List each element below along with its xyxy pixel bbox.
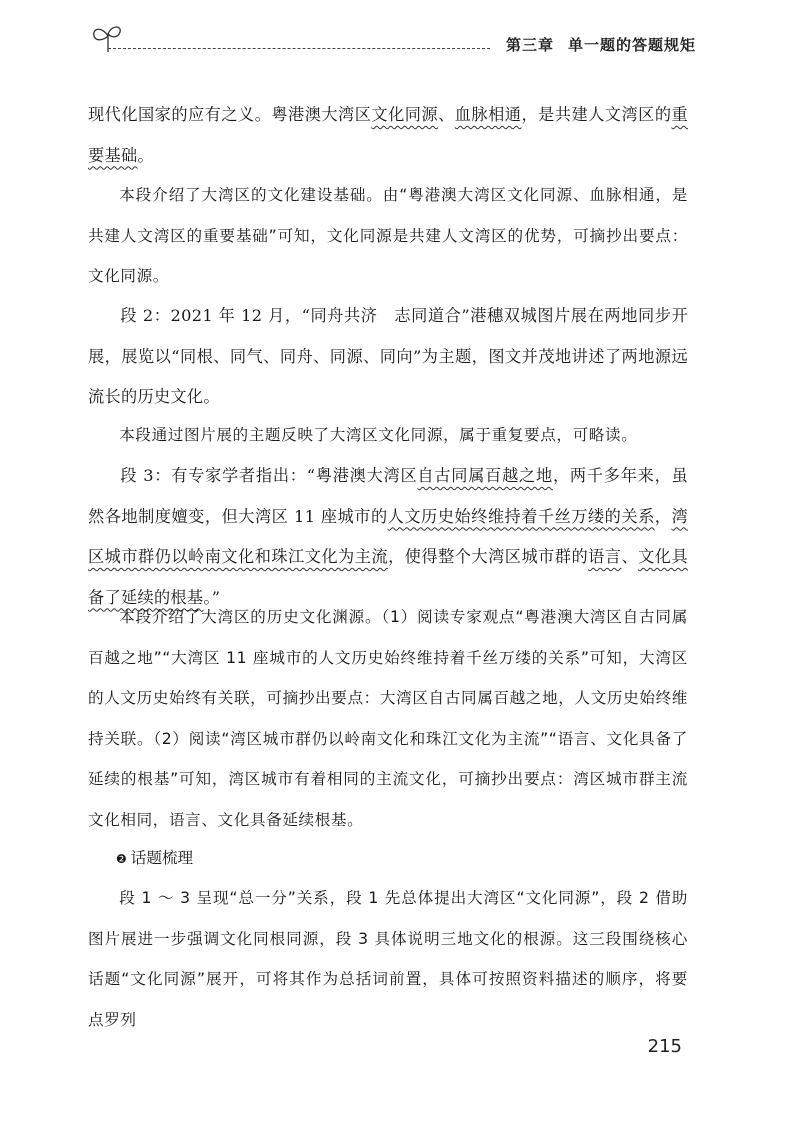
text-run: 。 xyxy=(137,145,154,165)
page-number: 215 xyxy=(647,1036,682,1057)
underlined-key-phrase: 语言 xyxy=(588,547,622,566)
text-run: 、 xyxy=(438,105,455,124)
section-label: 单一题的答题规矩 xyxy=(567,36,696,54)
text-run: 现代化国家的应有之义。粤港澳大湾区 xyxy=(88,105,372,124)
text-run: ，使得整个大湾区城市群的 xyxy=(388,547,589,566)
underlined-key-phrase: 湾区城市群仍以岭南文化和珠江文化为主流 xyxy=(88,506,688,566)
chapter-label: 第三章 xyxy=(505,36,554,54)
text-run: ，是共建人文湾区的 xyxy=(521,105,672,124)
topic-title: 话题梳理 xyxy=(130,849,194,867)
sprout-icon xyxy=(88,22,128,56)
numbered-bullet-icon: ❷ xyxy=(116,852,127,866)
analysis-paragraph-3: 本段介绍了大湾区的历史文化渊源。（1）阅读专家观点“粤港澳大湾区自古同属百越之地”“大湾区 11 座城市的人文历史始终维持着千丝万缕的关系”可知，大湾区的人文历史始终有关联，可摘抄出要点：大湾区自古同属百越之地，人文历史始终维持关联。（2）阅读“湾区城市群仍以岭南文化和珠江文化为主流”“语言、文化具备了延续的根基”可知，湾区城市有着相同的主流文化，可摘抄出要点：湾区城市群主流文化相同，语言、文化具备延续根基。 xyxy=(88,608,688,829)
analysis-paragraph-1: 本段介绍了大湾区的文化建设基础。由“粤港澳大湾区文化同源、血脉相通，是共建人文湾区的重要基础”可知，文化同源是共建人文湾区的优势，可摘抄出要点：文化同源。 xyxy=(88,186,688,285)
underlined-key-phrase: 文化具备了延续的根基 xyxy=(88,547,688,607)
underlined-key-phrase: 自古同属百越之地 xyxy=(417,466,553,485)
source-paragraph-2: 段 2：2021 年 12 月，“同舟共济 志同道合”港穗双城图片展在两地同步开展，展览以“同根、同气、同舟、同源、同向”为主题，图文并茂地讲述了两地源远流长的历史文化。 xyxy=(88,306,688,406)
text-run: 、 xyxy=(621,547,639,566)
underlined-key-phrase: 血脉相通 xyxy=(454,105,522,124)
text-run: 段 3：有专家学者指出：“粤港澳大湾区 xyxy=(120,466,418,485)
running-header xyxy=(492,34,696,55)
header-divider xyxy=(108,48,490,49)
topic-heading xyxy=(116,838,193,879)
source-paragraph-3 xyxy=(88,456,688,618)
underlined-key-phrase: 人文历史始终维持着千丝万缕的关系 xyxy=(387,506,655,526)
analysis-paragraph-4: 段 1 ～ 3 呈现“总一分”关系，段 1 先总体提出大湾区“文化同源”，段 2 借助图片展进一步强调文化同根同源，段 3 具体说明三地文化的根源。这三段围绕核心话题“文化同源”展开，可将其作为总括词前置，具体可按照资料描述的顺序，将要点罗列 xyxy=(88,889,688,1029)
analysis-paragraph-2: 本段通过图片展的主题反映了大湾区文化同源，属于重复要点，可略读。 xyxy=(119,426,638,444)
underlined-key-phrase: 文化同源 xyxy=(371,105,439,124)
text-run: 。” xyxy=(203,587,221,607)
text-run: ， xyxy=(654,506,672,526)
paragraph-continuation xyxy=(88,95,688,176)
text-run: ，两千多年来，虽然各地制度嬗变，但大湾区 11 座城市的 xyxy=(88,466,689,526)
underlined-key-phrase: 重要基础 xyxy=(88,105,688,165)
